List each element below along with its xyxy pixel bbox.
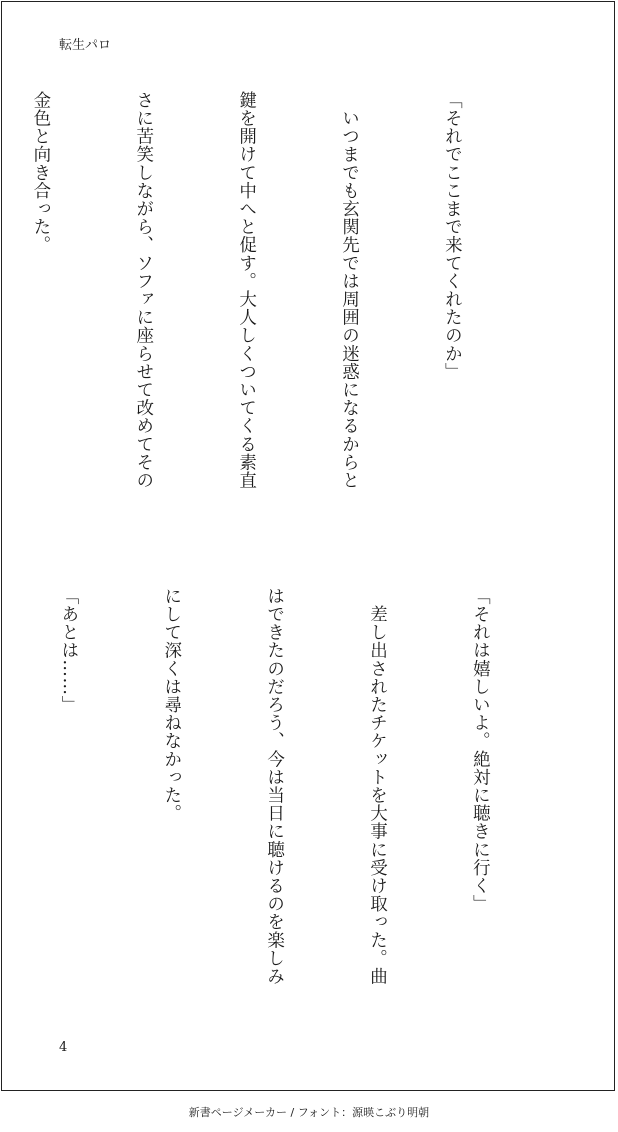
text-line: 「それは嬉しいよ。絶対に聴きに行く」: [470, 587, 491, 913]
running-header: 転生パロ: [59, 38, 112, 53]
text-line: 「それでここまで来てくれたのか」: [442, 91, 463, 381]
text-line: いつまでも玄関先では周囲の迷惑になるからと: [339, 91, 360, 490]
text-line: 金色と向き合った。: [30, 91, 51, 254]
text-column-upper: [30, 91, 538, 501]
text-line: 鍵を開けて中へと促す。大人しくついてくる素直: [236, 91, 257, 490]
text-line: 「あとは……」: [58, 587, 79, 714]
footer-credit: 新書ページメーカー / フォント：源暎こぶり明朝: [188, 1106, 430, 1119]
book-page: [1, 1, 615, 1091]
text-line: にして深くは尋ねなかった。: [161, 587, 182, 823]
page-number: 4: [59, 1040, 68, 1055]
text-line: さに苦笑しながら、ソファに座らせて改めてその: [133, 91, 154, 490]
text-line: 差し出されたチケットを大事に受け取った。曲: [367, 587, 388, 986]
text-line: はできたのだろう、今は当日に聴けるのを楽しみ: [264, 587, 285, 986]
text-column-lower: [52, 587, 566, 997]
